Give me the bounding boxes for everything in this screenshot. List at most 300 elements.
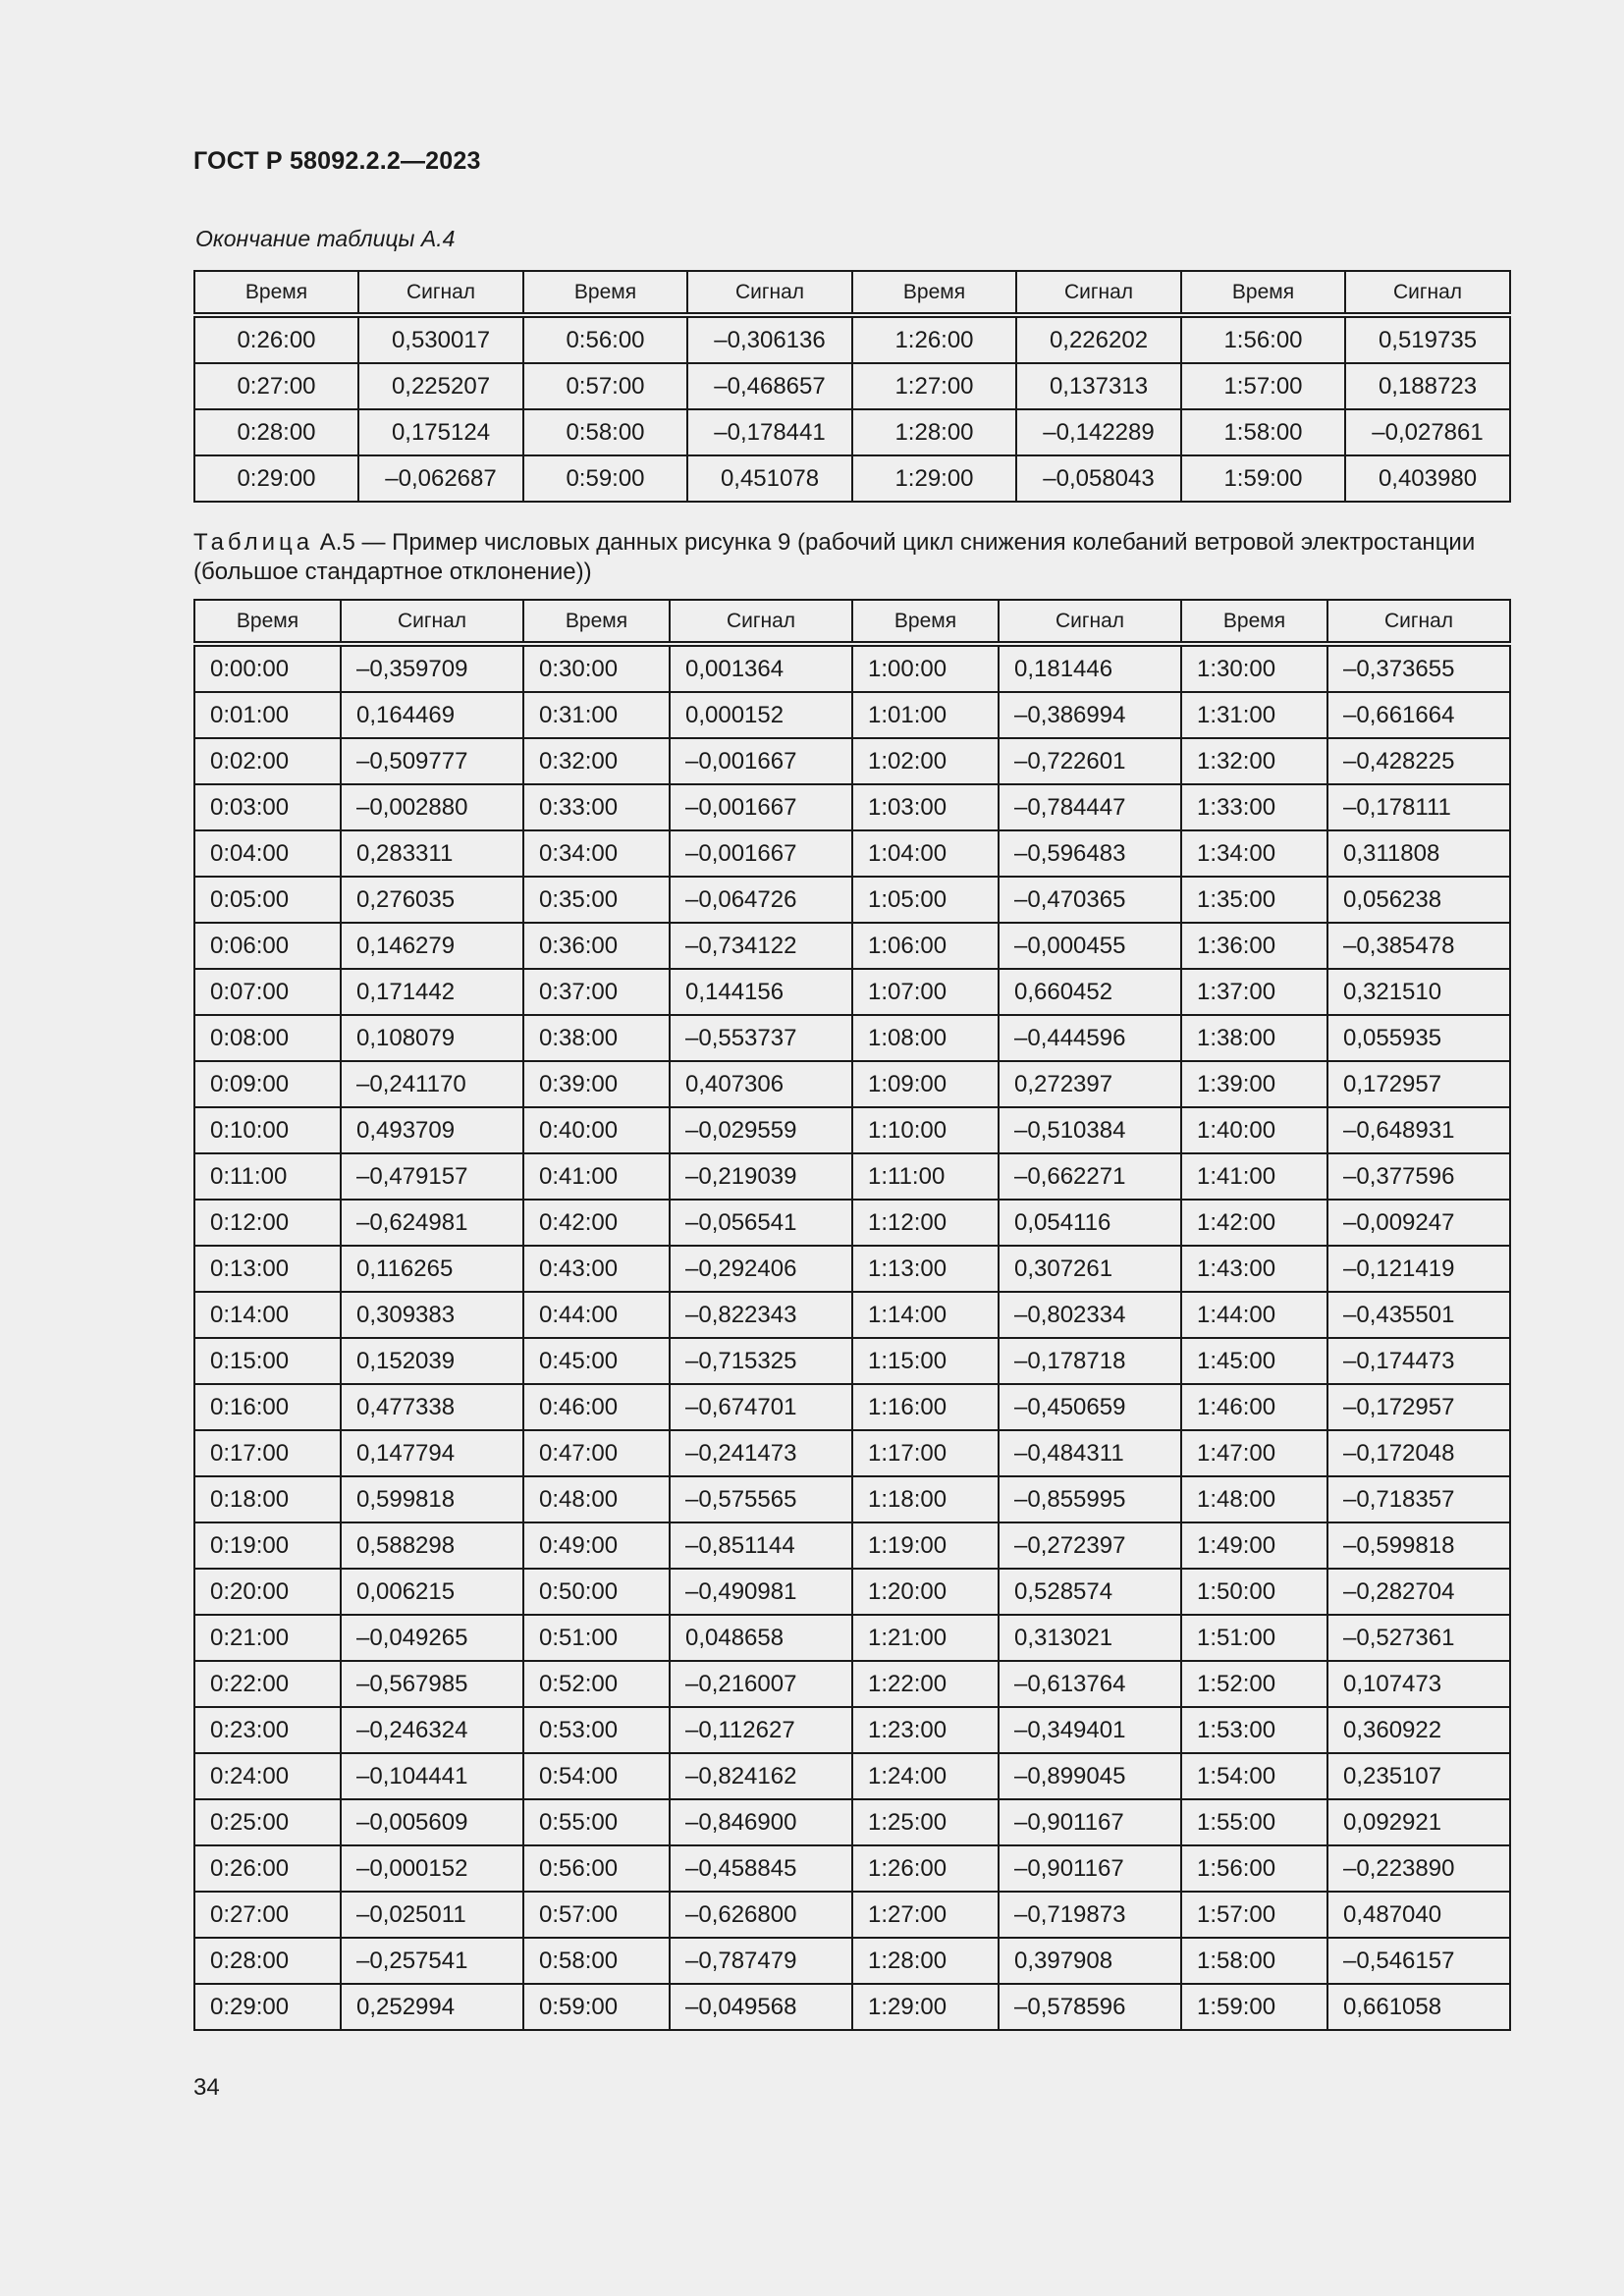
- signal-cell: –0,787479: [670, 1938, 852, 1984]
- signal-cell: –0,899045: [999, 1753, 1181, 1799]
- table-row: [194, 738, 1510, 784]
- time-cell: 1:28:00: [852, 1938, 999, 1984]
- column-header: Сигнал: [1016, 271, 1181, 315]
- time-cell: 0:23:00: [194, 1707, 341, 1753]
- time-cell: 1:21:00: [852, 1615, 999, 1661]
- signal-cell: –0,674701: [670, 1384, 852, 1430]
- time-cell: 1:22:00: [852, 1661, 999, 1707]
- time-cell: 0:59:00: [523, 1984, 670, 2030]
- table-a5-body: [194, 644, 1510, 2030]
- time-cell: 1:37:00: [1181, 969, 1327, 1015]
- time-cell: 0:00:00: [194, 644, 341, 692]
- time-cell: 0:48:00: [523, 1476, 670, 1522]
- signal-cell: 0,407306: [670, 1061, 852, 1107]
- time-cell: 0:55:00: [523, 1799, 670, 1845]
- time-cell: 0:27:00: [194, 1892, 341, 1938]
- column-header: Сигнал: [341, 600, 523, 644]
- table-row: [194, 1061, 1510, 1107]
- time-cell: 0:13:00: [194, 1246, 341, 1292]
- time-cell: 0:43:00: [523, 1246, 670, 1292]
- time-cell: 0:50:00: [523, 1569, 670, 1615]
- time-cell: 1:16:00: [852, 1384, 999, 1430]
- table-row: [194, 644, 1510, 692]
- signal-cell: –0,292406: [670, 1246, 852, 1292]
- time-cell: 1:50:00: [1181, 1569, 1327, 1615]
- signal-cell: –0,626800: [670, 1892, 852, 1938]
- time-cell: 1:53:00: [1181, 1707, 1327, 1753]
- signal-cell: 0,283311: [341, 830, 523, 877]
- table-row: [194, 1476, 1510, 1522]
- signal-cell: –0,553737: [670, 1015, 852, 1061]
- table-row: [194, 1753, 1510, 1799]
- table-row: [194, 315, 1510, 363]
- time-cell: 0:15:00: [194, 1338, 341, 1384]
- time-cell: 1:40:00: [1181, 1107, 1327, 1153]
- time-cell: 0:40:00: [523, 1107, 670, 1153]
- table-row: [194, 1661, 1510, 1707]
- signal-cell: 0,493709: [341, 1107, 523, 1153]
- table-a5-caption-label: Таблица: [193, 529, 314, 556]
- time-cell: 0:19:00: [194, 1522, 341, 1569]
- signal-cell: –0,178441: [687, 409, 852, 455]
- time-cell: 0:07:00: [194, 969, 341, 1015]
- time-cell: 1:51:00: [1181, 1615, 1327, 1661]
- time-cell: 1:09:00: [852, 1061, 999, 1107]
- signal-cell: –0,001667: [670, 830, 852, 877]
- table-a4: [193, 270, 1511, 503]
- signal-cell: –0,567985: [341, 1661, 523, 1707]
- time-cell: 0:17:00: [194, 1430, 341, 1476]
- time-cell: 0:59:00: [523, 455, 687, 502]
- time-cell: 1:25:00: [852, 1799, 999, 1845]
- time-cell: 0:49:00: [523, 1522, 670, 1569]
- time-cell: 0:33:00: [523, 784, 670, 830]
- signal-cell: –0,450659: [999, 1384, 1181, 1430]
- time-cell: 1:24:00: [852, 1753, 999, 1799]
- time-cell: 1:55:00: [1181, 1799, 1327, 1845]
- signal-cell: –0,468657: [687, 363, 852, 409]
- signal-cell: 0,164469: [341, 692, 523, 738]
- time-cell: 0:32:00: [523, 738, 670, 784]
- time-cell: 1:58:00: [1181, 409, 1345, 455]
- signal-cell: –0,428225: [1327, 738, 1510, 784]
- signal-cell: 0,307261: [999, 1246, 1181, 1292]
- table-row: [194, 1292, 1510, 1338]
- signal-cell: –0,001667: [670, 784, 852, 830]
- time-cell: 1:56:00: [1181, 315, 1345, 363]
- time-cell: 0:11:00: [194, 1153, 341, 1200]
- signal-cell: 0,175124: [358, 409, 523, 455]
- column-header: Сигнал: [670, 600, 852, 644]
- signal-cell: –0,241170: [341, 1061, 523, 1107]
- table-row: [194, 1384, 1510, 1430]
- signal-cell: 0,309383: [341, 1292, 523, 1338]
- time-cell: 1:04:00: [852, 830, 999, 877]
- signal-cell: 0,599818: [341, 1476, 523, 1522]
- time-cell: 1:02:00: [852, 738, 999, 784]
- time-cell: 1:27:00: [852, 1892, 999, 1938]
- time-cell: 1:58:00: [1181, 1938, 1327, 1984]
- table-a5-caption-text: А.5 — Пример числовых данных рисунка 9 (рабочий цикл снижения колебаний ветровой электростанции (большое стандартное отклонение)): [193, 529, 1476, 585]
- signal-cell: 0,252994: [341, 1984, 523, 2030]
- time-cell: 0:20:00: [194, 1569, 341, 1615]
- table-row: [194, 830, 1510, 877]
- time-cell: 1:27:00: [852, 363, 1016, 409]
- signal-cell: –0,648931: [1327, 1107, 1510, 1153]
- signal-cell: –0,001667: [670, 738, 852, 784]
- time-cell: 1:56:00: [1181, 1845, 1327, 1892]
- column-header: Время: [523, 600, 670, 644]
- signal-cell: 0,477338: [341, 1384, 523, 1430]
- signal-cell: –0,575565: [670, 1476, 852, 1522]
- time-cell: 0:26:00: [194, 315, 358, 363]
- time-cell: 1:28:00: [852, 409, 1016, 455]
- table-row: [194, 1107, 1510, 1153]
- signal-cell: –0,062687: [358, 455, 523, 502]
- time-cell: 1:00:00: [852, 644, 999, 692]
- signal-cell: 0,313021: [999, 1615, 1181, 1661]
- table-row: [194, 692, 1510, 738]
- time-cell: 0:34:00: [523, 830, 670, 877]
- table-row: [194, 1984, 1510, 2030]
- time-cell: 0:28:00: [194, 409, 358, 455]
- time-cell: 0:51:00: [523, 1615, 670, 1661]
- time-cell: 1:13:00: [852, 1246, 999, 1292]
- signal-cell: –0,599818: [1327, 1522, 1510, 1569]
- signal-cell: –0,509777: [341, 738, 523, 784]
- time-cell: 1:57:00: [1181, 1892, 1327, 1938]
- signal-cell: –0,718357: [1327, 1476, 1510, 1522]
- signal-cell: –0,484311: [999, 1430, 1181, 1476]
- signal-cell: 0,588298: [341, 1522, 523, 1569]
- time-cell: 0:58:00: [523, 1938, 670, 1984]
- signal-cell: –0,373655: [1327, 644, 1510, 692]
- time-cell: 1:59:00: [1181, 455, 1345, 502]
- signal-cell: –0,178718: [999, 1338, 1181, 1384]
- signal-cell: 0,048658: [670, 1615, 852, 1661]
- time-cell: 1:17:00: [852, 1430, 999, 1476]
- time-cell: 0:29:00: [194, 1984, 341, 2030]
- signal-cell: –0,846900: [670, 1799, 852, 1845]
- time-cell: 0:08:00: [194, 1015, 341, 1061]
- signal-cell: –0,784447: [999, 784, 1181, 830]
- time-cell: 1:49:00: [1181, 1522, 1327, 1569]
- time-cell: 0:28:00: [194, 1938, 341, 1984]
- time-cell: 0:47:00: [523, 1430, 670, 1476]
- signal-cell: –0,049265: [341, 1615, 523, 1661]
- time-cell: 0:35:00: [523, 877, 670, 923]
- time-cell: 0:56:00: [523, 315, 687, 363]
- time-cell: 1:42:00: [1181, 1200, 1327, 1246]
- time-cell: 1:12:00: [852, 1200, 999, 1246]
- signal-cell: 0,146279: [341, 923, 523, 969]
- time-cell: 0:39:00: [523, 1061, 670, 1107]
- time-cell: 0:30:00: [523, 644, 670, 692]
- time-cell: 0:12:00: [194, 1200, 341, 1246]
- time-cell: 1:29:00: [852, 455, 1016, 502]
- signal-cell: –0,822343: [670, 1292, 852, 1338]
- table-row: [194, 1569, 1510, 1615]
- signal-cell: –0,241473: [670, 1430, 852, 1476]
- signal-cell: –0,855995: [999, 1476, 1181, 1522]
- signal-cell: –0,662271: [999, 1153, 1181, 1200]
- time-cell: 1:46:00: [1181, 1384, 1327, 1430]
- signal-cell: –0,490981: [670, 1569, 852, 1615]
- time-cell: 1:26:00: [852, 1845, 999, 1892]
- time-cell: 0:56:00: [523, 1845, 670, 1892]
- signal-cell: –0,029559: [670, 1107, 852, 1153]
- signal-cell: 0,661058: [1327, 1984, 1510, 2030]
- signal-cell: 0,152039: [341, 1338, 523, 1384]
- time-cell: 1:44:00: [1181, 1292, 1327, 1338]
- time-cell: 1:52:00: [1181, 1661, 1327, 1707]
- column-header: Время: [194, 271, 358, 315]
- time-cell: 1:38:00: [1181, 1015, 1327, 1061]
- signal-cell: –0,056541: [670, 1200, 852, 1246]
- time-cell: 0:52:00: [523, 1661, 670, 1707]
- time-cell: 1:05:00: [852, 877, 999, 923]
- signal-cell: –0,546157: [1327, 1938, 1510, 1984]
- time-cell: 0:06:00: [194, 923, 341, 969]
- signal-cell: –0,282704: [1327, 1569, 1510, 1615]
- time-cell: 0:26:00: [194, 1845, 341, 1892]
- time-cell: 0:04:00: [194, 830, 341, 877]
- time-cell: 1:10:00: [852, 1107, 999, 1153]
- signal-cell: –0,025011: [341, 1892, 523, 1938]
- column-header: Сигнал: [1327, 600, 1510, 644]
- signal-cell: –0,121419: [1327, 1246, 1510, 1292]
- signal-cell: –0,715325: [670, 1338, 852, 1384]
- signal-cell: 0,528574: [999, 1569, 1181, 1615]
- signal-cell: –0,223890: [1327, 1845, 1510, 1892]
- signal-cell: –0,734122: [670, 923, 852, 969]
- table-row: [194, 1246, 1510, 1292]
- signal-cell: –0,719873: [999, 1892, 1181, 1938]
- signal-cell: –0,802334: [999, 1292, 1181, 1338]
- signal-cell: –0,257541: [341, 1938, 523, 1984]
- column-header: Время: [194, 600, 341, 644]
- column-header: Время: [1181, 271, 1345, 315]
- signal-cell: –0,386994: [999, 692, 1181, 738]
- signal-cell: –0,142289: [1016, 409, 1181, 455]
- signal-cell: 0,137313: [1016, 363, 1181, 409]
- time-cell: 1:06:00: [852, 923, 999, 969]
- time-cell: 1:35:00: [1181, 877, 1327, 923]
- signal-cell: –0,027861: [1345, 409, 1510, 455]
- signal-cell: 0,108079: [341, 1015, 523, 1061]
- signal-cell: 0,235107: [1327, 1753, 1510, 1799]
- signal-cell: –0,002880: [341, 784, 523, 830]
- signal-cell: –0,246324: [341, 1707, 523, 1753]
- signal-cell: –0,112627: [670, 1707, 852, 1753]
- time-cell: 1:48:00: [1181, 1476, 1327, 1522]
- signal-cell: 0,181446: [999, 644, 1181, 692]
- signal-cell: –0,578596: [999, 1984, 1181, 2030]
- signal-cell: 0,144156: [670, 969, 852, 1015]
- table-a4-body: [194, 315, 1510, 502]
- signal-cell: 0,056238: [1327, 877, 1510, 923]
- table-row: [194, 363, 1510, 409]
- time-cell: 1:14:00: [852, 1292, 999, 1338]
- table-row: [194, 1338, 1510, 1384]
- time-cell: 1:43:00: [1181, 1246, 1327, 1292]
- signal-cell: –0,306136: [687, 315, 852, 363]
- signal-cell: –0,172048: [1327, 1430, 1510, 1476]
- signal-cell: –0,435501: [1327, 1292, 1510, 1338]
- time-cell: 1:20:00: [852, 1569, 999, 1615]
- time-cell: 0:14:00: [194, 1292, 341, 1338]
- time-cell: 1:41:00: [1181, 1153, 1327, 1200]
- table-row: [194, 1799, 1510, 1845]
- signal-cell: 0,054116: [999, 1200, 1181, 1246]
- signal-cell: 0,397908: [999, 1938, 1181, 1984]
- signal-cell: 0,272397: [999, 1061, 1181, 1107]
- time-cell: 0:31:00: [523, 692, 670, 738]
- time-cell: 1:36:00: [1181, 923, 1327, 969]
- time-cell: 1:31:00: [1181, 692, 1327, 738]
- signal-cell: 0,225207: [358, 363, 523, 409]
- signal-cell: –0,661664: [1327, 692, 1510, 738]
- time-cell: 0:58:00: [523, 409, 687, 455]
- time-cell: 1:32:00: [1181, 738, 1327, 784]
- time-cell: 1:23:00: [852, 1707, 999, 1753]
- table-row: [194, 1153, 1510, 1200]
- signal-cell: –0,722601: [999, 738, 1181, 784]
- column-header: Сигнал: [687, 271, 852, 315]
- time-cell: 1:15:00: [852, 1338, 999, 1384]
- column-header: Время: [852, 271, 1016, 315]
- signal-cell: 0,226202: [1016, 315, 1181, 363]
- signal-cell: –0,219039: [670, 1153, 852, 1200]
- time-cell: 1:01:00: [852, 692, 999, 738]
- column-header: Время: [523, 271, 687, 315]
- signal-cell: –0,104441: [341, 1753, 523, 1799]
- time-cell: 0:37:00: [523, 969, 670, 1015]
- time-cell: 0:44:00: [523, 1292, 670, 1338]
- time-cell: 0:16:00: [194, 1384, 341, 1430]
- time-cell: 0:57:00: [523, 363, 687, 409]
- time-cell: 1:33:00: [1181, 784, 1327, 830]
- time-cell: 0:45:00: [523, 1338, 670, 1384]
- time-cell: 1:39:00: [1181, 1061, 1327, 1107]
- table-a5-caption: [193, 528, 1509, 587]
- time-cell: 1:30:00: [1181, 644, 1327, 692]
- signal-cell: –0,216007: [670, 1661, 852, 1707]
- signal-cell: –0,178111: [1327, 784, 1510, 830]
- table-a5-header-row: [194, 600, 1510, 644]
- time-cell: 0:27:00: [194, 363, 358, 409]
- signal-cell: –0,009247: [1327, 1200, 1510, 1246]
- column-header: Время: [1181, 600, 1327, 644]
- time-cell: 1:34:00: [1181, 830, 1327, 877]
- signal-cell: 0,530017: [358, 315, 523, 363]
- time-cell: 1:19:00: [852, 1522, 999, 1569]
- time-cell: 1:54:00: [1181, 1753, 1327, 1799]
- column-header: Сигнал: [358, 271, 523, 315]
- table-row: [194, 1615, 1510, 1661]
- signal-cell: 0,487040: [1327, 1892, 1510, 1938]
- signal-cell: 0,172957: [1327, 1061, 1510, 1107]
- time-cell: 0:10:00: [194, 1107, 341, 1153]
- signal-cell: 0,000152: [670, 692, 852, 738]
- time-cell: 0:42:00: [523, 1200, 670, 1246]
- signal-cell: 0,451078: [687, 455, 852, 502]
- time-cell: 0:09:00: [194, 1061, 341, 1107]
- time-cell: 0:53:00: [523, 1707, 670, 1753]
- signal-cell: 0,116265: [341, 1246, 523, 1292]
- signal-cell: –0,479157: [341, 1153, 523, 1200]
- table-row: [194, 784, 1510, 830]
- time-cell: 1:45:00: [1181, 1338, 1327, 1384]
- time-cell: 0:18:00: [194, 1476, 341, 1522]
- signal-cell: –0,058043: [1016, 455, 1181, 502]
- signal-cell: –0,613764: [999, 1661, 1181, 1707]
- signal-cell: 0,092921: [1327, 1799, 1510, 1845]
- signal-cell: –0,470365: [999, 877, 1181, 923]
- table-row: [194, 1522, 1510, 1569]
- time-cell: 1:59:00: [1181, 1984, 1327, 2030]
- signal-cell: –0,458845: [670, 1845, 852, 1892]
- time-cell: 1:47:00: [1181, 1430, 1327, 1476]
- signal-cell: 0,360922: [1327, 1707, 1510, 1753]
- signal-cell: 0,006215: [341, 1569, 523, 1615]
- signal-cell: 0,107473: [1327, 1661, 1510, 1707]
- time-cell: 1:26:00: [852, 315, 1016, 363]
- signal-cell: 0,001364: [670, 644, 852, 692]
- time-cell: 0:01:00: [194, 692, 341, 738]
- time-cell: 0:22:00: [194, 1661, 341, 1707]
- signal-cell: –0,624981: [341, 1200, 523, 1246]
- time-cell: 0:41:00: [523, 1153, 670, 1200]
- signal-cell: –0,172957: [1327, 1384, 1510, 1430]
- table-row: [194, 1892, 1510, 1938]
- signal-cell: –0,527361: [1327, 1615, 1510, 1661]
- signal-cell: –0,444596: [999, 1015, 1181, 1061]
- signal-cell: –0,901167: [999, 1799, 1181, 1845]
- time-cell: 0:36:00: [523, 923, 670, 969]
- signal-cell: –0,851144: [670, 1522, 852, 1569]
- table-row: [194, 877, 1510, 923]
- time-cell: 0:57:00: [523, 1892, 670, 1938]
- time-cell: 1:08:00: [852, 1015, 999, 1061]
- column-header: Время: [852, 600, 999, 644]
- time-cell: 1:11:00: [852, 1153, 999, 1200]
- signal-cell: –0,596483: [999, 830, 1181, 877]
- signal-cell: –0,359709: [341, 644, 523, 692]
- column-header: Сигнал: [1345, 271, 1510, 315]
- signal-cell: –0,049568: [670, 1984, 852, 2030]
- time-cell: 0:21:00: [194, 1615, 341, 1661]
- column-header: Сигнал: [999, 600, 1181, 644]
- table-row: [194, 1707, 1510, 1753]
- signal-cell: 0,276035: [341, 877, 523, 923]
- signal-cell: 0,055935: [1327, 1015, 1510, 1061]
- table-row: [194, 1430, 1510, 1476]
- signal-cell: 0,519735: [1345, 315, 1510, 363]
- table-row: [194, 969, 1510, 1015]
- time-cell: 1:03:00: [852, 784, 999, 830]
- time-cell: 0:05:00: [194, 877, 341, 923]
- time-cell: 1:07:00: [852, 969, 999, 1015]
- signal-cell: –0,385478: [1327, 923, 1510, 969]
- document-header: ГОСТ Р 58092.2.2—2023: [193, 147, 481, 175]
- time-cell: 0:54:00: [523, 1753, 670, 1799]
- signal-cell: –0,000455: [999, 923, 1181, 969]
- signal-cell: –0,901167: [999, 1845, 1181, 1892]
- table-row: [194, 1845, 1510, 1892]
- time-cell: 1:57:00: [1181, 363, 1345, 409]
- time-cell: 0:02:00: [194, 738, 341, 784]
